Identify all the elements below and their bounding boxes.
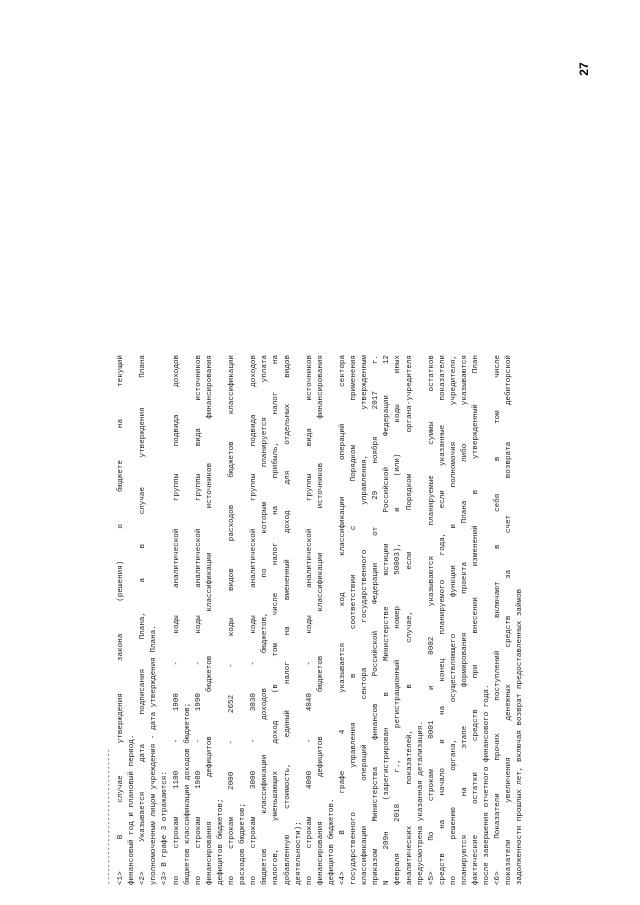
footnote-line: деятельности); [294,821,303,885]
footnote-line: классификации операций сектора государственного управления, утвержденным [361,355,370,885]
footnote-line: <6> Показатели прочих поступлений включают в себя в том числе [494,355,503,885]
page-number: 27 [577,62,591,76]
footnote-line: задолженности прошлых лет, включая возврат предоставленных займов [516,588,525,885]
footnote-line: по строкам 3000 - 3030 - коды аналитической группы подвида доходов [250,355,259,885]
footnote-line: февраля 2018 г., регистрационный номер 50003), и (или) коды иных [394,355,403,885]
footnote-line: дефицитов бюджетов; [216,798,225,885]
footnote-line: по строкам 4000 - 4040 - коды аналитической группы вида источников [305,355,314,885]
footnote-line: налогов, уменьшающих доход (в том числе налог на прибыль, налог на [272,355,281,885]
footnote-line: предусмотрена указанная детализация. [416,720,425,885]
footnote-line: расходов бюджетов; [239,802,248,885]
footnote-line: по строкам 1100 - 1900 - коды аналитической группы подвида доходов [172,355,181,885]
footnote-line: <3> В графе 3 отражаются: [161,771,170,885]
footnote-line: <1> В случае утверждения закона (решения) о бюджете на текущий [117,355,126,885]
footnote-line: финансирования дефицитов бюджетов классификации источников финансирования [316,355,325,885]
footnote-line: по строкам 1980 - 1990 - коды аналитической группы вида источников [194,355,203,885]
footnote-line: аналитических показателей, в случае, если Порядком органа-учредителя [405,355,414,885]
footnote-line: бюджетов классификации доходов бюджетов, по которым планируется уплата [261,355,270,885]
footnote-line: <4> В графе 4 указывается код классификации операций сектора [338,355,347,885]
footnote-line: бюджетов классификации доходов бюджетов; [183,702,192,885]
footnote-line: дефицитов бюджетов. [327,798,336,885]
footnote-line: уполномоченным лицом учреждения - дата утверждения Плана. [150,625,159,885]
footnote-line: <2> Указывается дата подписания Плана, а в случае утверждения Плана [139,355,148,885]
footnote-line: государственного управления в соответствии с Порядком применения [350,355,359,885]
footnote-line: добавленную стоимость, единый налог на вмененный доход для отдельных видов [283,355,292,885]
footnote-line: средств на начало и на конец планируемого года, если указанные показатели [438,355,447,885]
footnote-line: фактические остатки средств при внесении изменений в утвержденный План [472,355,481,885]
footnote-line: приказом Министерства финансов Российской Федерации от 29 ноября 2017 г. [372,355,381,885]
footnotes-rotated-block [105,355,535,885]
footnote-line: по строкам 2000 - 2652 - коды видов расходов бюджетов классификации [228,355,237,885]
footnote-line: по решению органа, осуществляющего функции и полномочия учредителя, [449,355,458,885]
footnote-line: показатели увеличения денежных средств за счет возврата дебиторской [505,355,514,885]
footnote-line: планируются на этапе формирования проекта Плана либо указываются [461,355,469,885]
footnote-line: N 209н (зарегистрирован в Министерстве юстиции Российской Федерации 12 [383,355,392,885]
footnote-line: финансирования дефицитов бюджетов классификации источников финансирования [205,355,214,885]
footnote-line: финансовый год и плановый период. [128,734,137,885]
footnote-line: <5> По строкам 0001 и 0002 указываются планируемые суммы остатков [427,355,436,885]
footnotes-text [105,355,527,885]
footnote-line: после завершения отчетного финансового года. [483,684,492,885]
footnote-separator: -------------------------------- [106,748,114,885]
